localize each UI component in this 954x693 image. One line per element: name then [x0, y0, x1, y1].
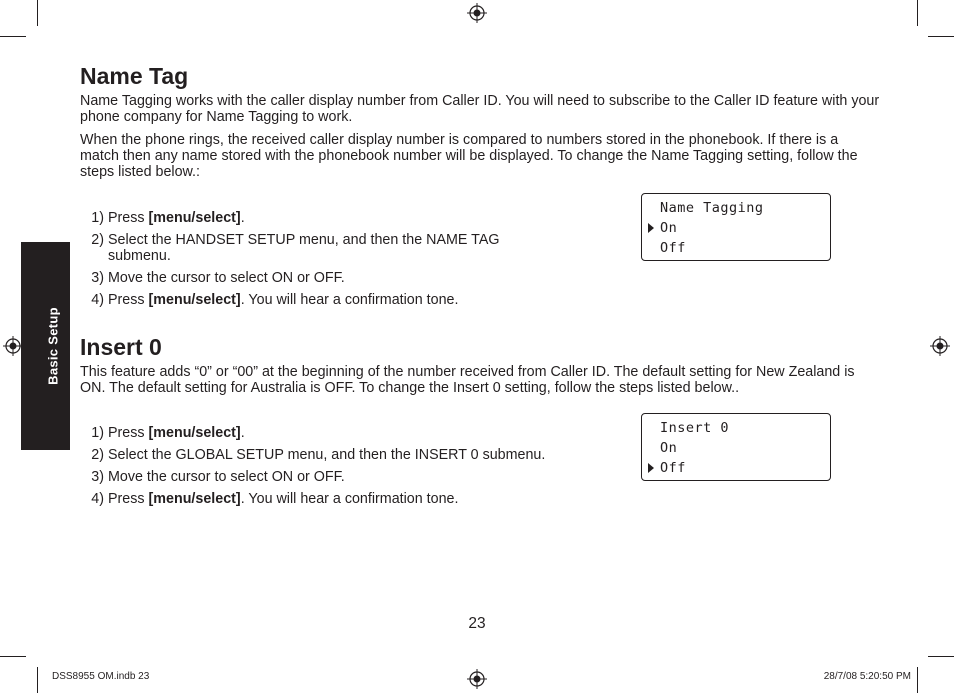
list-item: 4) Press [menu/select]. You will hear a confirmation tone. — [91, 292, 459, 308]
lcd-option-on: On — [660, 220, 678, 236]
name-tag-steps — [80, 210, 540, 308]
crop-mark — [37, 667, 38, 693]
name-tag-intro: Name Tagging works with the caller display number from Caller ID. You will need to subscribe to the Caller ID feature with your phone company for Name Tagging to work. — [80, 93, 880, 125]
crop-mark — [0, 656, 26, 657]
section-title-name-tag: Name Tag — [80, 63, 189, 89]
lcd-header: Insert 0 — [660, 420, 730, 436]
crop-mark — [0, 36, 26, 37]
selector-arrow-icon — [648, 223, 654, 233]
crop-mark — [917, 667, 918, 693]
list-item: 2) Select the HANDSET SETUP menu, and then the NAME TAG submenu. — [91, 232, 500, 264]
side-tab-label: Basic Setup — [45, 307, 61, 385]
footer-timestamp: 28/7/08 5:20:50 PM — [823, 671, 911, 682]
lcd-option-off: Off — [660, 240, 686, 256]
page-number: 23 — [468, 615, 486, 632]
list-item: 1) Press [menu/select]. — [91, 210, 245, 226]
crop-mark — [928, 656, 954, 657]
registration-mark-icon — [467, 669, 487, 689]
crop-mark — [928, 36, 954, 37]
list-item: 1) Press [menu/select]. — [91, 425, 245, 441]
footer-file-info: DSS8955 OM.indb 23 — [52, 671, 150, 682]
lcd-header: Name Tagging — [660, 200, 764, 216]
registration-mark-icon — [467, 3, 487, 23]
list-item: 3) Move the cursor to select ON or OFF. — [91, 270, 345, 286]
list-item: 4) Press [menu/select]. You will hear a confirmation tone. — [91, 491, 459, 507]
list-item: 2) Select the GLOBAL SETUP menu, and then the INSERT 0 submenu. — [91, 447, 546, 463]
name-tag-description: When the phone rings, the received caller display number is compared to numbers stored in the phonebook. If there is a match then any name stored with the phonebook number will be displayed. To change the Name Tagging setting, follow the steps listed below.: — [80, 132, 858, 180]
registration-mark-icon — [930, 336, 950, 356]
section-title-insert-0: Insert 0 — [80, 334, 162, 360]
lcd-display-insert-0 — [641, 413, 831, 481]
insert-0-description: This feature adds “0” or “00” at the beginning of the number received from Caller ID. The default setting for New Zealand is ON. The default setting for Australia is OFF. To change the Insert 0 setting, follow the steps listed below.. — [80, 364, 855, 396]
lcd-display-name-tag — [641, 193, 831, 261]
selector-arrow-icon — [648, 463, 654, 473]
registration-mark-icon — [3, 336, 23, 356]
crop-mark — [917, 0, 918, 26]
list-item: 3) Move the cursor to select ON or OFF. — [91, 469, 345, 485]
lcd-option-on: On — [660, 440, 678, 456]
lcd-option-off: Off — [660, 460, 686, 476]
insert-0-steps — [80, 425, 600, 507]
crop-mark — [37, 0, 38, 26]
